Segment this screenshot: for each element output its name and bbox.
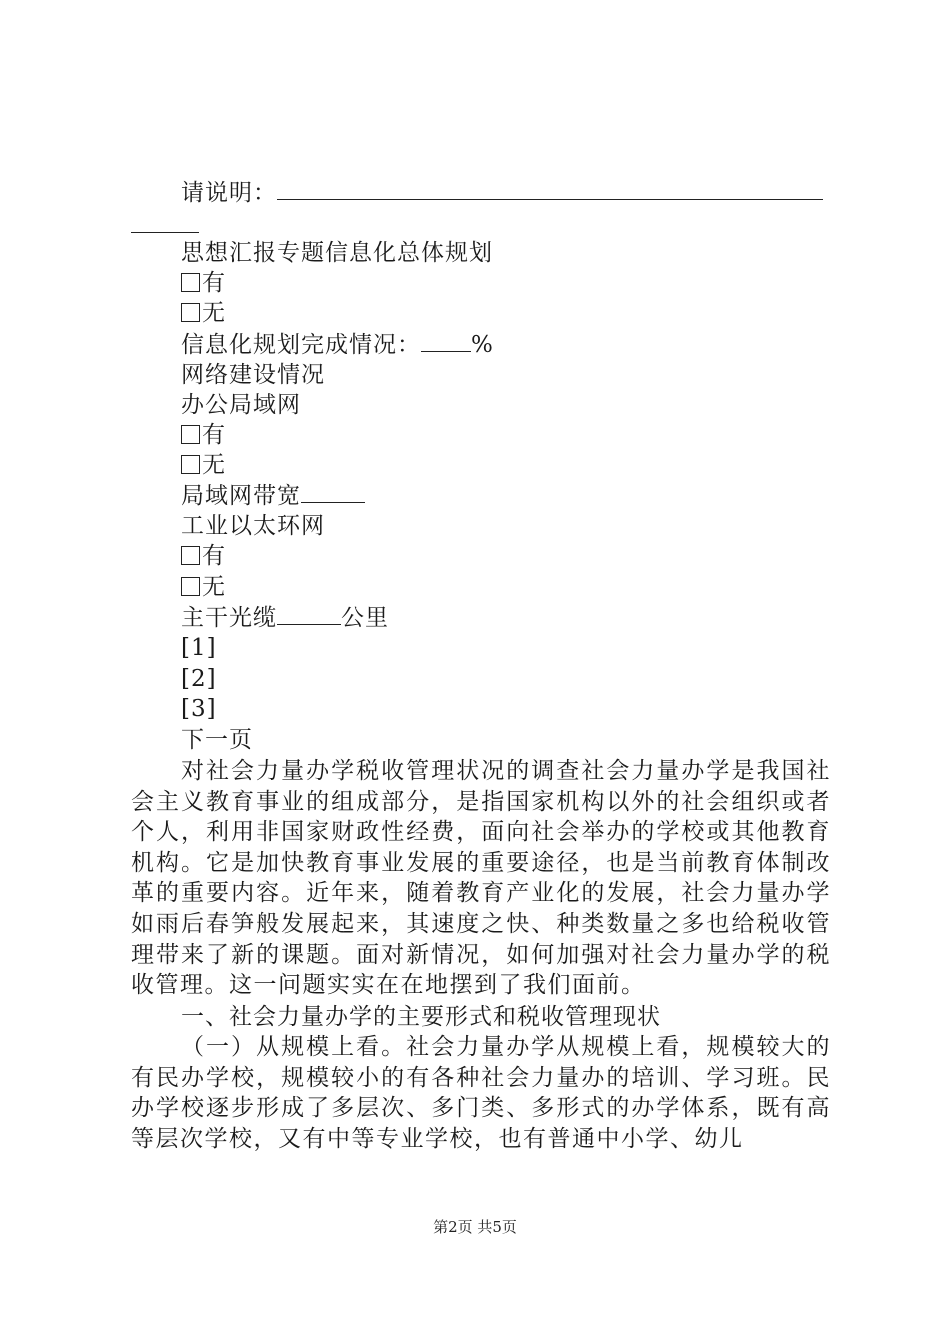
checkbox-icon[interactable] (181, 303, 200, 322)
explain-blank-continued[interactable] (131, 232, 199, 233)
industrial-ring-label: 工业以太环网 (181, 513, 325, 539)
checkbox-icon[interactable] (181, 425, 200, 444)
km-unit: 公里 (341, 605, 389, 631)
lan-bandwidth-line (181, 481, 365, 511)
lan-bandwidth-blank[interactable] (301, 482, 365, 503)
plan-completion-blank[interactable] (421, 331, 471, 352)
plan-completion-label: 信息化规划完成情况： (181, 332, 421, 358)
explain-line (181, 178, 823, 208)
intro-paragraph-text: 对社会力量办学税收管理状况的调查社会力量办学是我国社会主义教育事业的组成部分，是指国家机构以外的社会组织或者个人，利用非国家财政性经费，面向社会举办的学校或其他教育机构。它是加快教育事业发展的重要途径，也是当前教育体制改革的重要内容。近年来，随着教育产业化的发展，社会力量办学如雨后春笋般发展起来，其速度之快、种类数量之多也给税收管理带来了新的课题。面对新情况，如何加强对社会力量办学的税收管理。这一问题实实在在地摆到了我们面前。 (131, 758, 831, 999)
percent-sign: % (471, 332, 494, 358)
next-page-link[interactable]: 下一页 (181, 727, 253, 753)
section1-paragraph-text: （一）从规模上看。社会力量办学从规模上看，规模较大的有民办学校，规模较小的有各种社会力量办的培训、学习班。民办学校逐步形成了多层次、多门类、多形式的办学体系，既有高等层次学校，又有中等专业学校，也有普通中小学、幼儿 (131, 1034, 831, 1152)
explain-blank[interactable] (277, 179, 823, 200)
reference-link-1[interactable]: [1] (181, 635, 217, 661)
trunk-cable-line (181, 603, 389, 633)
lan-option-no[interactable] (181, 450, 226, 480)
checkbox-icon[interactable] (181, 455, 200, 474)
trunk-cable-blank[interactable] (277, 604, 341, 625)
ring-option-yes[interactable] (181, 541, 226, 571)
option-label: 无 (202, 574, 226, 600)
plan-title: 思想汇报专题信息化总体规划 (181, 240, 493, 266)
reference-link-2[interactable]: [2] (181, 666, 217, 692)
network-heading: 网络建设情况 (181, 362, 325, 388)
option-label: 无 (202, 452, 226, 478)
lan-bandwidth-label: 局域网带宽 (181, 483, 301, 509)
ring-option-no[interactable] (181, 572, 226, 602)
option-label: 无 (202, 300, 226, 326)
option-label: 有 (202, 422, 226, 448)
section1-heading: 一、社会力量办学的主要形式和税收管理现状 (181, 1004, 661, 1030)
option-label: 有 (202, 543, 226, 569)
checkbox-icon[interactable] (181, 546, 200, 565)
option-label: 有 (202, 270, 226, 296)
reference-link-3[interactable]: [3] (181, 696, 217, 722)
checkbox-icon[interactable] (181, 577, 200, 596)
plan-option-no[interactable] (181, 298, 226, 328)
office-lan-label: 办公局域网 (181, 392, 301, 418)
plan-completion-line (181, 330, 494, 360)
lan-option-yes[interactable] (181, 420, 226, 450)
page-footer: 第2页 共5页 (433, 1218, 517, 1236)
plan-option-yes[interactable] (181, 268, 226, 298)
intro-paragraph (131, 756, 831, 1001)
explain-label: 请说明： (181, 180, 277, 206)
trunk-cable-label: 主干光缆 (181, 605, 277, 631)
section1-paragraph (131, 1032, 831, 1154)
checkbox-icon[interactable] (181, 273, 200, 292)
